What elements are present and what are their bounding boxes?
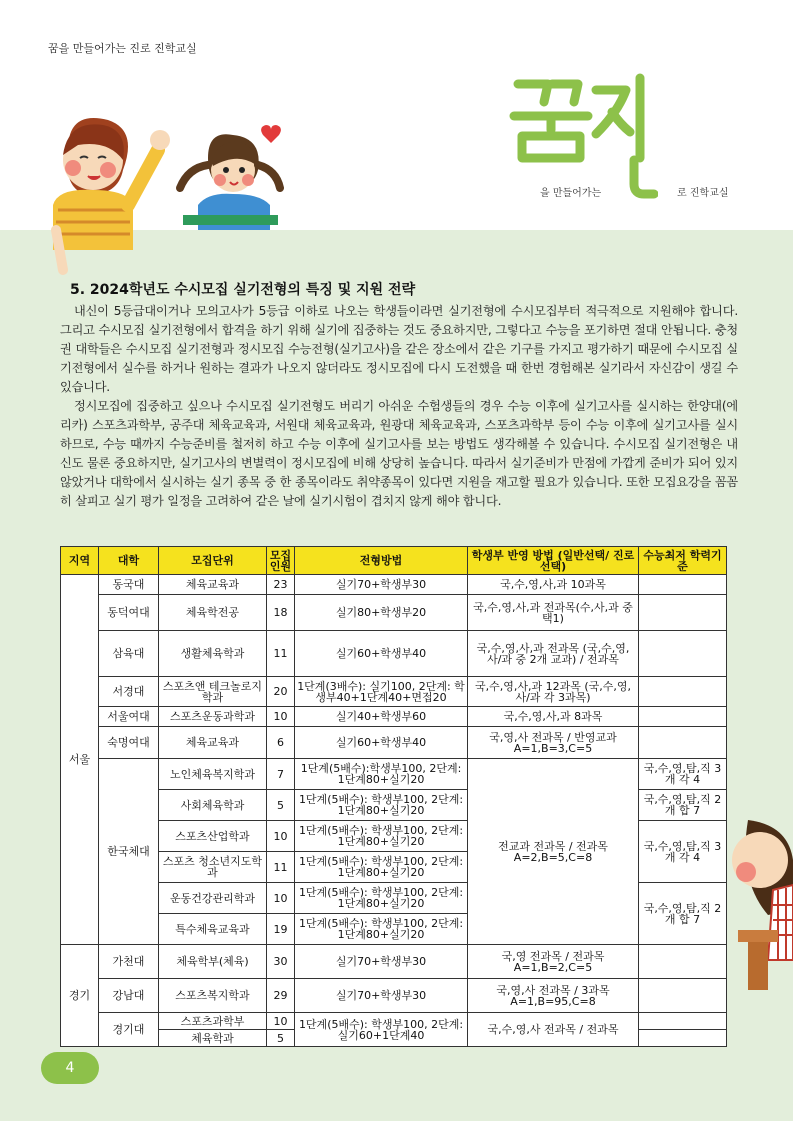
method-cell: 실기70+학생부30 [295,575,468,595]
unit-cell: 노인체육복지학과 [159,759,267,790]
method-cell: 1단계(5배수): 학생부100, 2단계: 1단계80+실기20 [295,883,468,914]
count-cell: 10 [267,1013,295,1030]
kids-illustration [8,110,288,280]
count-cell: 7 [267,759,295,790]
count-cell: 11 [267,852,295,883]
unit-cell: 스포츠앤 테크놀로지학과 [159,677,267,707]
section-title: 5. 2024학년도 수시모집 실기전형의 특징 및 지원 전략 [70,282,416,298]
univ-cell: 경기대 [99,1013,159,1047]
method-cell: 1단계(5배수): 학생부100, 2단계: 1단계80+실기20 [295,821,468,852]
csat-cell [639,677,727,707]
record-cell: 전교과 전과목 / 전과목 A=2,B=5,C=8 [468,759,639,945]
unit-cell: 체육학과 [159,1030,267,1047]
count-cell: 29 [267,979,295,1013]
count-cell: 19 [267,914,295,945]
csat-cell [639,979,727,1013]
table-row [61,945,727,979]
method-cell: 실기60+학생부40 [295,631,468,677]
method-cell: 1단계(5배수): 학생부100, 2단계: 실기60+1단계40 [295,1013,468,1047]
table-row [61,677,727,707]
csat-cell: 국,수,영,탐,직 3개 각 4 [639,821,727,883]
method-cell: 1단계(5배수): 학생부100, 2단계: 1단계80+실기20 [295,852,468,883]
region-cell: 서울 [61,575,99,945]
csat-cell: 국,수,영,탐,직 2개 합 7 [639,790,727,821]
count-cell: 20 [267,677,295,707]
header-unit: 모집단위 [159,547,267,575]
univ-cell: 가천대 [99,945,159,979]
univ-cell: 서경대 [99,677,159,707]
table-header-row [61,547,727,575]
univ-cell: 한국체대 [99,759,159,945]
logo-subtitle-right: 로 진학교실 [677,188,729,199]
logo-subtitle-left: 을 만들어가는 [540,188,602,199]
unit-cell: 특수체육교육과 [159,914,267,945]
record-cell: 국,수,영,사 전과목 / 전과목 [468,1013,639,1047]
unit-cell: 체육학부(체육) [159,945,267,979]
table-row [61,759,727,790]
record-cell: 국,영,사 전과목 / 반영교과 A=1,B=3,C=5 [468,727,639,759]
running-header: 꿈을 만들어가는 진로 진학교실 [48,42,197,55]
record-cell: 국,수,영,사,과 12과목 (국,수,영,사/과 각 3과목) [468,677,639,707]
admission-table [60,546,727,1047]
count-cell: 23 [267,575,295,595]
univ-cell: 숙명여대 [99,727,159,759]
unit-cell: 체육교육과 [159,575,267,595]
table-row [61,595,727,631]
table-row [61,727,727,759]
count-cell: 30 [267,945,295,979]
unit-cell: 체육학전공 [159,595,267,631]
unit-cell: 스포츠 청소년지도학과 [159,852,267,883]
header-record: 학생부 반영 방법 (일반선택/ 진로선택) [468,547,639,575]
unit-cell: 사회체육학과 [159,790,267,821]
record-cell: 국,영,사 전과목 / 3과목 A=1,B=95,C=8 [468,979,639,1013]
section-body [60,302,738,511]
unit-cell: 스포츠복지학과 [159,979,267,1013]
table-row [61,979,727,1013]
count-cell: 11 [267,631,295,677]
table-row [61,631,727,677]
header-count: 모집 인원 [267,547,295,575]
count-cell: 10 [267,883,295,914]
page-number: 4 [41,1052,99,1084]
table-row [61,1013,727,1030]
unit-cell: 스포츠운동과학과 [159,707,267,727]
csat-cell [639,1013,727,1030]
count-cell: 5 [267,1030,295,1047]
univ-cell: 강남대 [99,979,159,1013]
csat-cell [639,945,727,979]
unit-cell: 스포츠과학부 [159,1013,267,1030]
method-cell: 1단계(3배수): 실기100, 2단계: 학생부40+1단계40+면접20 [295,677,468,707]
count-cell: 5 [267,790,295,821]
side-kid-illustration [718,820,793,990]
csat-cell [639,575,727,595]
record-cell: 국,수,영,사,과 8과목 [468,707,639,727]
region-cell: 경기 [61,945,99,1047]
method-cell: 1단계(5배수): 학생부100, 2단계: 1단계80+실기20 [295,790,468,821]
count-cell: 10 [267,707,295,727]
record-cell: 국,수,영,사,과 전과목(수,사,과 중 택1) [468,595,639,631]
header-university: 대학 [99,547,159,575]
method-cell: 1단계(5배수):학생부100, 2단계: 1단계80+실기20 [295,759,468,790]
header-csat: 수능최저 학력기준 [639,547,727,575]
univ-cell: 동덕여대 [99,595,159,631]
count-cell: 6 [267,727,295,759]
unit-cell: 체육교육과 [159,727,267,759]
csat-cell [639,707,727,727]
header-method: 전형방법 [295,547,468,575]
unit-cell: 운동건강관리학과 [159,883,267,914]
univ-cell: 동국대 [99,575,159,595]
csat-cell: 국,수,영,탐,직 3개 각 4 [639,759,727,790]
csat-cell [639,631,727,677]
count-cell: 10 [267,821,295,852]
univ-cell: 삼육대 [99,631,159,677]
method-cell: 1단계(5배수): 학생부100, 2단계: 1단계80+실기20 [295,914,468,945]
paragraph: 내신이 5등급대이거나 모의고사가 5등급 이하로 나오는 학생들이라면 실기전형에 수시모집부터 적극적으로 지원해야 합니다. 그리고 수시모집 실기전형에서 합격을 하기 위해 실기에 집중하는 것도 중요하지만, 그렇다고 수능을 포기하면 절대 안됩니다. 충청권 대학들은 수시모집 실기전형과 정시모집 수능전형(실기고사)을 같은 장소에서 같은 기구를 가지고 평가하기 때문에 수시모집 실기전형에서 실수를 하거나 원하는 결과가 나오지 않더라도 정시모집에 다시 도전했을 때 한번 경험해본 실기라서 자신감이 생길 수 있습니다. [60,304,738,394]
method-cell: 실기80+학생부20 [295,595,468,631]
method-cell: 실기70+학생부30 [295,979,468,1013]
paragraph: 정시모집에 집중하고 싶으나 수시모집 실기전형도 버리기 아쉬운 수험생들의 경우 수능 이후에 실기고사를 실시하는 한양대(에리카) 스포츠과학부, 공주대 체육교육과, 서원대 체육교육과, 원광대 체육교육과, 스포츠과학부 등이 수능 이후에 실기고사를 실시하므로, 수능 때까지 수능준비를 철저히 하고 수능 이후에 실기고사를 보는 방법도 생각해볼 수 있습니다. 수시모집 실기전형은 내신도 물론 중요하지만, 실기고사의 변별력이 정시모집에 비해 상당히 높습니다. 따라서 실기준비가 만점에 가깝게 준비가 되어 있지 않았거나 대학에서 실시하는 실기 종목 중 한 종목이라도 취약종목이 있다면 지원을 재고할 필요가 있습니다. 또한 모집요강을 꼼꼼히 살피고 실기 평가 일정을 고려하여 같은 날에 실기시험이 겹치지 않게 해야 합니다. [60,399,738,508]
record-cell: 국,영 전과목 / 전과목 A=1,B=2,C=5 [468,945,639,979]
csat-cell: 국,수,영,탐,직 2개 합 7 [639,883,727,945]
table-row [61,707,727,727]
csat-cell [639,727,727,759]
record-cell: 국,수,영,사,과 전과목 (국,수,영,사/과 중 2개 교과) / 전과목 [468,631,639,677]
record-cell: 국,수,영,사,과 10과목 [468,575,639,595]
csat-cell [639,1030,727,1047]
count-cell: 18 [267,595,295,631]
method-cell: 실기70+학생부30 [295,945,468,979]
header-region: 지역 [61,547,99,575]
table-row [61,575,727,595]
csat-cell [639,595,727,631]
method-cell: 실기40+학생부60 [295,707,468,727]
univ-cell: 서울여대 [99,707,159,727]
unit-cell: 생활체육학과 [159,631,267,677]
unit-cell: 스포츠산업학과 [159,821,267,852]
method-cell: 실기60+학생부40 [295,727,468,759]
